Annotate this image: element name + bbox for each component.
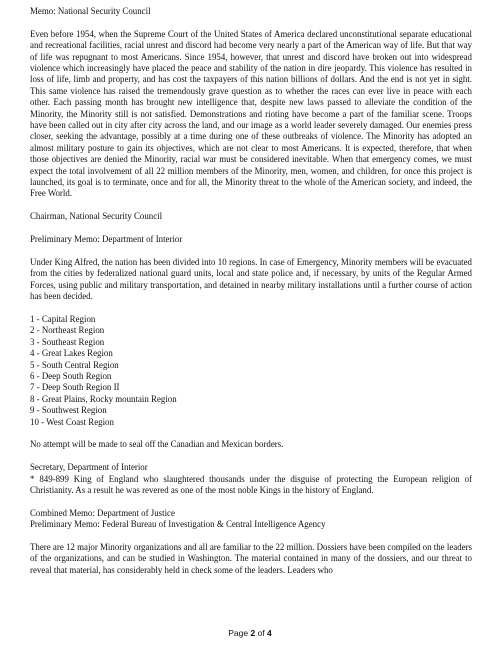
memo-nsc-signature: Chairman, National Security Council	[30, 211, 163, 222]
region-item: 6 - Deep South Region	[30, 370, 112, 381]
footer-prefix: Page	[228, 628, 251, 638]
region-item: 7 - Deep South Region II	[30, 382, 120, 393]
region-item: 2 - Northeast Region	[30, 325, 105, 336]
region-item: 10 - West Coast Region	[30, 416, 114, 427]
footer-current-page: 2	[250, 628, 256, 638]
memo-interior-body: Under King Alfred, the nation has been divided into 10 regions. In case of Emergency, Minority members will be evacuated from the cities by federalized national guard units, local and state police and, if necessary, by units of the Regular Armed Forces, using public and military transportation, and detained in nearby military installations until a further course of action has been decided.	[30, 256, 472, 302]
memo-interior-header: Preliminary Memo: Department of Interior	[30, 234, 183, 245]
memo-interior-signature: Secretary, Department of Interior	[30, 462, 148, 473]
memo-justice-body: There are 12 major Minority organizations and all are familiar to the 22 million. Dossiers have been compiled on the leaders of the organizations, and can be studied in Washington. The material contained in many of the dossiers, and our threat to reveal that material, has considerably held in check some of the leaders. Leaders who	[30, 541, 472, 575]
memo-nsc-body: Even before 1954, when the Supreme Court of the United States of America declared unconstitutional separate educational and recreational facilities, racial unrest and discord had become very nearly a part of the American way of life. But that way of life was repugnant to most Americans. Since 1954, however, that unrest and discord have broken out into widespread violence which increasingly have placed the peace and stability of the nation in dire jeopardy. This violence has resulted in loss of life, limb and property, and has cost the taxpayers of this nation billions of dollars. And the end is not yet in sight. This same violence has raised the tremendously grave question as to whether the races can ever live in peace with each other. Each passing month has brought new intelligence that, despite new laws passed to alleviate the condition of the Minority, the Minority still is not satisfied. Demonstrations and rioting have become a part of the familiar scene. Troops have been called out in city after city across the land, and our image as a world leader severely damaged. Our enemies press closer, seeking the advantage, possibly at a time during one of these outbreaks of violence. The Minority has adopted an almost military posture to gain its objectives, which are not clear to most Americans. It is expected, therefore, that when those objectives are denied the Minority, racial war must be considered inevitable. When that emergency comes, we must expect the total involvement of all 22 million members of the Minority, men, women, and children, for once this project is launched, its goal is to terminate, once and for all, the Minority threat to the whole of the American society, and indeed, the Free World.	[30, 28, 472, 199]
footer-total-pages: 4	[267, 628, 272, 638]
page-footer	[0, 628, 500, 638]
region-item: 8 - Great Plains, Rocky mountain Region	[30, 393, 177, 404]
region-item: 4 - Great Lakes Region	[30, 348, 113, 359]
region-item: 1 - Capital Region	[30, 313, 96, 324]
memo-fbi-cia-header: Preliminary Memo: Federal Bureau of Investigation & Central Intelligence Agency	[30, 519, 326, 530]
border-note: No attempt will be made to seal off the Canadian and Mexican borders.	[30, 439, 284, 450]
footer-middle: of	[255, 628, 268, 638]
region-item: 9 - Southwest Region	[30, 405, 107, 416]
memo-justice-header: Combined Memo: Department of Justice	[30, 507, 175, 518]
region-list	[30, 314, 472, 428]
king-alfred-footnote: * 849-899 King of England who slaughtered thousands under the disguise of protecting the European religion of Christianity. As a result he was revered as one of the most noble Kings in the history of England.	[30, 473, 472, 495]
region-item: 3 - Southeast Region	[30, 336, 105, 347]
memo-nsc-header: Memo: National Security Council	[30, 6, 151, 16]
region-item: 5 - South Central Region	[30, 359, 119, 370]
